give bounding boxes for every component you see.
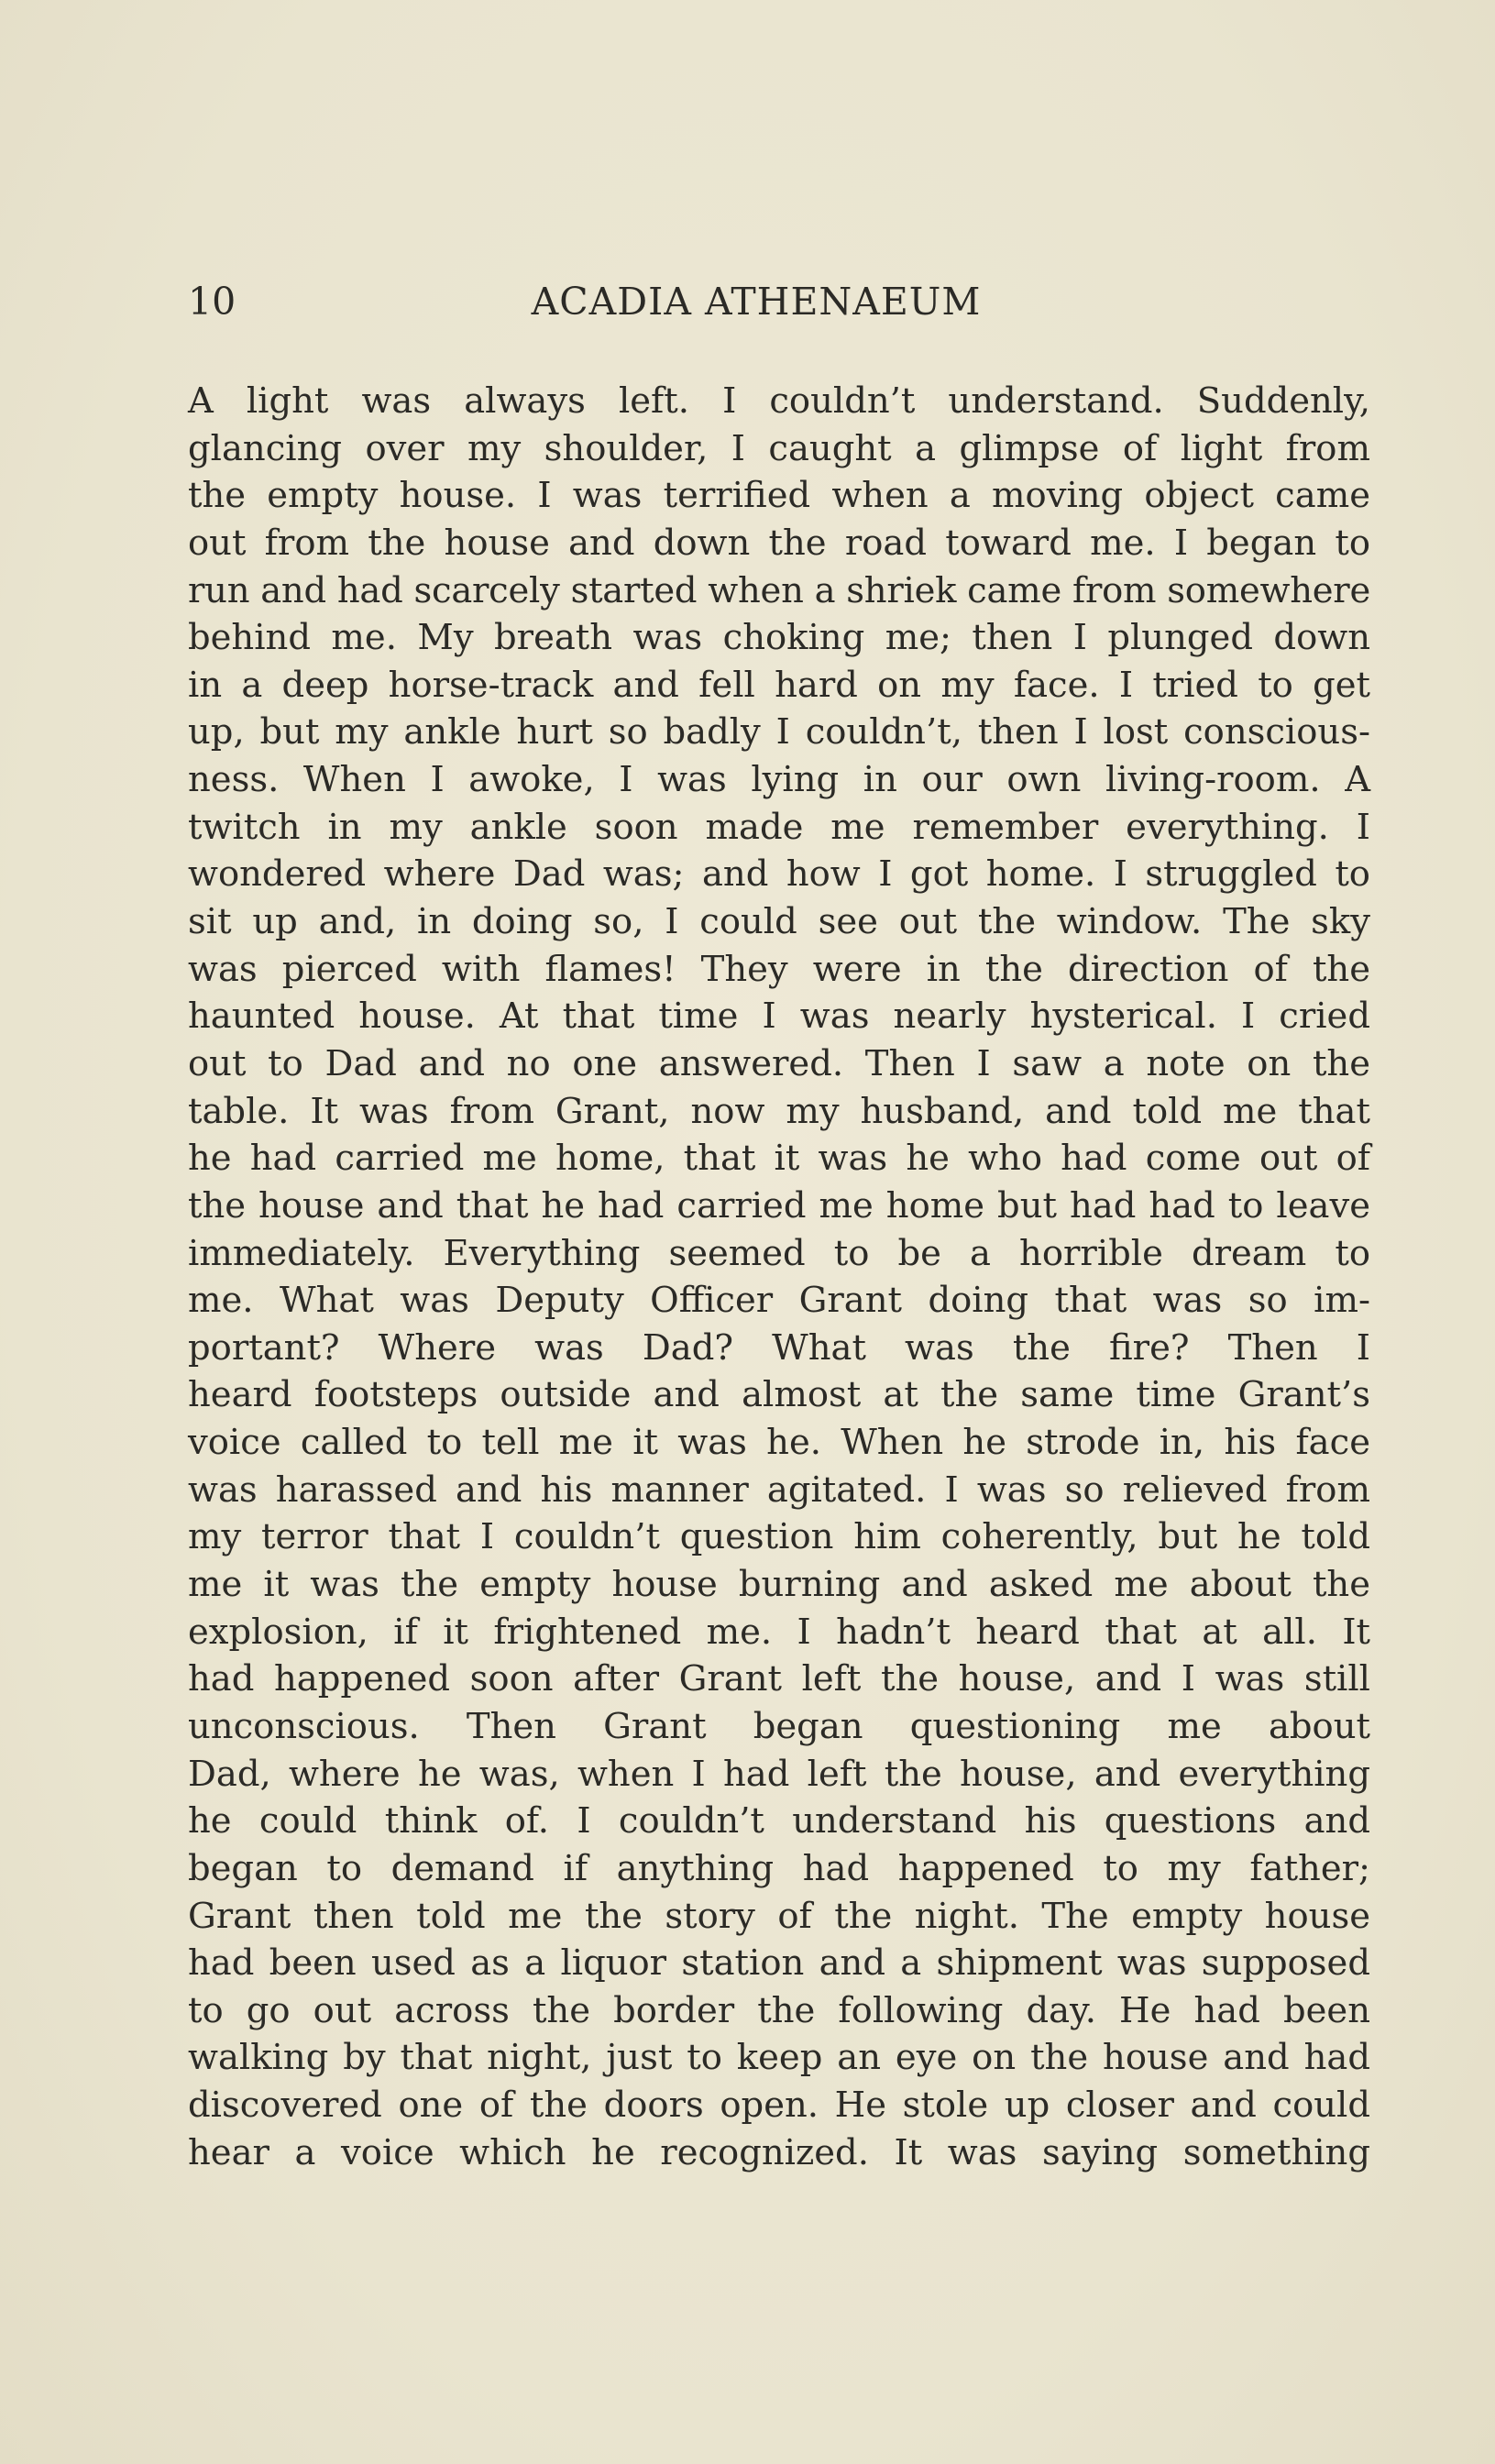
text-line: immediately. Everything seemed to be a horrible dream to <box>188 1232 1370 1274</box>
text-line: out to Dad and no one answered. Then I saw a note on the <box>188 1042 1370 1084</box>
text-line: run and had scarcely started when a shriek came from somewhere <box>188 569 1370 611</box>
text-line: walking by that night, just to keep an eye on the house and had <box>188 2037 1370 2079</box>
text-line: he could think of. I couldn’t understand his questions and <box>188 1800 1370 1842</box>
text-line: voice called to tell me it was he. When he strode in, his face <box>188 1422 1370 1464</box>
text-line: had been used as a liquor station and a shipment was supposed <box>188 1942 1370 1985</box>
text-line: haunted house. At that time I was nearly hysterical. I cried <box>188 996 1370 1038</box>
text-line: my terror that I couldn’t question him coherently, but he told <box>188 1516 1370 1558</box>
text-line: discovered one of the doors open. He stole up closer and could <box>188 2084 1370 2127</box>
text-line: out from the house and down the road toward me. I began to <box>188 522 1370 564</box>
text-line: behind me. My breath was choking me; then I plunged down <box>188 617 1370 659</box>
journal-title: ACADIA ATHENAEUM <box>531 280 982 324</box>
text-line: the empty house. I was terrified when a moving object came <box>188 475 1370 517</box>
text-line: was pierced with flames! They were in the direction of the <box>188 948 1370 990</box>
text-line: me. What was Deputy Officer Grant doing that was so im- <box>188 1280 1370 1322</box>
page-number: 10 <box>188 280 236 324</box>
text-line: to go out across the border the following day. He had been <box>188 1989 1370 2031</box>
text-line: twitch in my ankle soon made me remember everything. I <box>188 806 1370 848</box>
running-head <box>188 280 1370 335</box>
text-line: wondered where Dad was; and how I got home. I struggled to <box>188 853 1370 896</box>
text-line: was harassed and his manner agitated. I was so relieved from <box>188 1468 1370 1511</box>
text-line: up, but my ankle hurt so badly I couldn’t, then I lost conscious- <box>188 711 1370 754</box>
text-line: Dad, where he was, when I had left the house, and everything <box>188 1753 1370 1795</box>
text-line: had happened soon after Grant left the house, and I was still <box>188 1658 1370 1700</box>
text-line: table. It was from Grant, now my husband, and told me that <box>188 1090 1370 1132</box>
text-line: glancing over my shoulder, I caught a glimpse of light from <box>188 427 1370 469</box>
text-line: ness. When I awoke, I was lying in our own living-room. A <box>188 759 1370 801</box>
text-line: unconscious. Then Grant began questioning me about <box>188 1705 1370 1747</box>
text-line: in a deep horse-track and fell hard on my face. I tried to get <box>188 664 1370 706</box>
text-line: me it was the empty house burning and asked me about the <box>188 1564 1370 1606</box>
text-line: the house and that he had carried me home but had had to leave <box>188 1184 1370 1226</box>
text-line: Grant then told me the story of the night. The empty house <box>188 1895 1370 1937</box>
text-line: heard footsteps outside and almost at the same time Grant’s <box>188 1374 1370 1416</box>
body-text <box>188 378 1370 2176</box>
text-line: explosion, if it frightened me. I hadn’t heard that at all. It <box>188 1611 1370 1653</box>
text-line: portant? Where was Dad? What was the fire? Then I <box>188 1326 1370 1369</box>
text-line: began to demand if anything had happened to my father; <box>188 1847 1370 1889</box>
text-line: he had carried me home, that it was he who had come out of <box>188 1138 1370 1180</box>
text-line: A light was always left. I couldn’t understand. Suddenly, <box>188 380 1370 422</box>
text-line: sit up and, in doing so, I could see out the window. The sky <box>188 901 1370 943</box>
text-line: hear a voice which he recognized. It was saying something <box>188 2131 1370 2173</box>
